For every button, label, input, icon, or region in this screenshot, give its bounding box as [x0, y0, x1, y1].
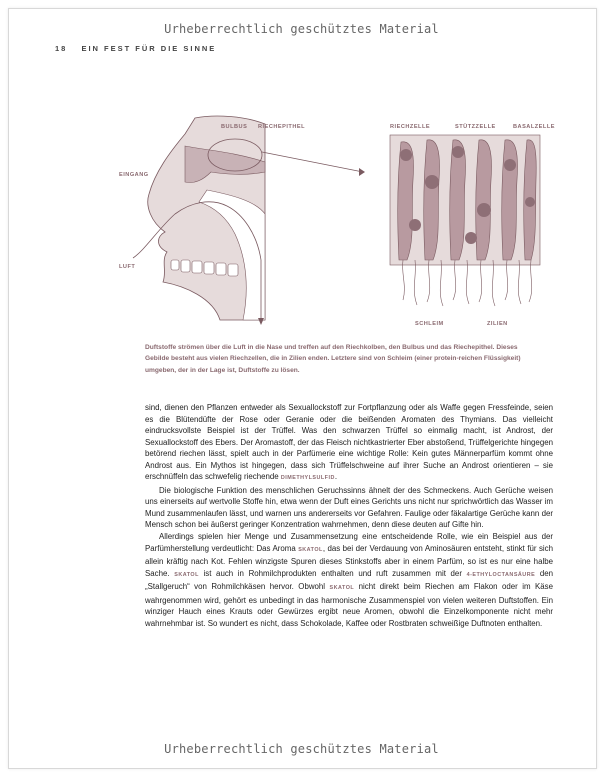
- label-bulbus: BULBUS: [221, 124, 248, 130]
- paragraph-3: [145, 531, 553, 629]
- label-riechepithel-left: RIECHEPITHEL: [258, 124, 306, 130]
- page-number: 18: [55, 44, 68, 53]
- body-text: [145, 402, 553, 629]
- nose-anatomy-figure: [115, 110, 565, 335]
- caption-line: Gebilde besteht aus vielen Riechzellen, die in Zilien enden. Letztere sind von Schleim (einer protein-reichen Flüssigkeit): [145, 355, 521, 363]
- label-riechzelle: RIECHZELLE: [390, 124, 431, 130]
- nose-illustration: [115, 110, 565, 335]
- label-luft: LUFT: [119, 264, 136, 270]
- caption-line: umgeben, der in der Lage ist, Duftstoffe zu lösen.: [145, 366, 300, 374]
- chapter-title: EIN FEST FÜR DIE SINNE: [81, 44, 217, 53]
- text-run: , das bei der Verdauung von Aminosäuren entsteht, stinkt für sich allein kräftig nach Kot. Fehlen winzigste Spuren dieses Stinkstoffs aber in einem Parfüm, so ist es nur eine halbe Sache.: [145, 543, 553, 578]
- copyright-watermark-bottom: Urheberrechtlich geschütztes Material: [164, 742, 439, 756]
- figure-caption: [145, 342, 555, 376]
- text-run: .: [334, 472, 338, 482]
- caption-line: Duftstoffe strömen über die Luft in die Nase und treffen auf den Riechkolben, den Bulbus und das Riechepithel. Dieses: [145, 344, 518, 351]
- zoom-connector: [262, 152, 363, 172]
- connector-arrow-head: [359, 168, 365, 176]
- copyright-watermark-top: Urheberrechtlich geschütztes Material: [164, 22, 439, 36]
- text-run: Allerdings spielen hier Menge und Zusammensetzung eine entscheidende Rolle, wie ein Beispiel aus der Parfümherstellung verdeutlicht: Das Aroma: [145, 532, 553, 553]
- label-stuetzzelle: STÜTZZELLE: [455, 124, 496, 130]
- paragraph-2: Die biologische Funktion des menschlichen Geruchssinns ähnelt der des Schmeckens. Auch Gerüche weisen uns einerseits auf wertvolle Stoffe hin, etwa wenn der Duft eines Gerichts uns nicht nur sprichwörtlich das Wasser im Mund zusammenlaufen lässt, und warnen uns andererseits vor Gefahren. Faulige oder fäkalartige Gerüche kann der Mensch schon bei äußerst geringer Konzentration wahrnehmen, denn diese deuten auf Gifte hin.: [145, 485, 553, 530]
- cilia: [403, 260, 532, 306]
- label-schleim: SCHLEIM: [415, 321, 444, 327]
- running-head: [55, 44, 216, 53]
- compound-ethyloctansaeure: 4-ETHYLOCTANSÄURE: [466, 571, 536, 578]
- compound-skatol: SKATOL: [329, 585, 355, 592]
- label-zilien: ZILIEN: [487, 321, 508, 327]
- text-run: den „Stallgeruch“ von Rohmilchkäsen hervor. Obwohl: [145, 568, 554, 592]
- airflow-arrow-head: [258, 318, 264, 325]
- text-run: sind, dienen den Pflanzen entweder als Sexuallockstoff zur Fortpflanzung oder als Waffe gegen Fressfeinde, seien es die Blütendüfte der Rose oder Geranie oder die beißenden Aromaten des Thymians. Das vielleicht eindrucksvollste Beispiel ist der Trüffel. Was den schwarzen Trüffel so einmalig macht, ist Androst, der Sexuallockstoff des Ebers. Der Aromastoff, der das Fleisch nichtkastrierter Eber abstoßend, Trüffelgerichte hingegen betörend riechen lässt, spielt auch in der Parfümerie eine wichtige Rolle: Kein gutes Männerparfüm kommt ohne Androst aus. Ein Mythos ist hingegen, dass sich Trüffelschweine auf ihrer Suche an Androst orientieren – sie erschnüffeln das schwefelig riechende: [145, 403, 553, 482]
- text-run: nicht direkt beim Riechen am Flakon oder im Käse wahrgenommen wird, gehört es unbedingt in das harmonische Zusammenspiel von vielen weiteren Duftstoffen. Ein winziger Hauch eines Krauts oder Gewürzes ergibt neue Aromen, obwohl die Einzelkomponente nicht mehr wahrnehmbar ist. So wundert es nicht, dass Schokolade, Kaffee oder Rostbraten schweißige Duftnoten enthalten.: [145, 582, 553, 628]
- compound-dimethylsulfid: DIMETHYLSULFID: [280, 475, 335, 482]
- label-eingang: EINGANG: [119, 172, 149, 178]
- compound-skatol: SKATOL: [298, 546, 323, 553]
- label-basalzelle: BASALZELLE: [513, 124, 555, 130]
- text-run: ist auch in Rohmilchprodukten enthalten und ruft zusammen mit der: [198, 568, 467, 578]
- compound-skatol: SKATOL: [174, 571, 199, 578]
- paragraph-1: [145, 402, 553, 485]
